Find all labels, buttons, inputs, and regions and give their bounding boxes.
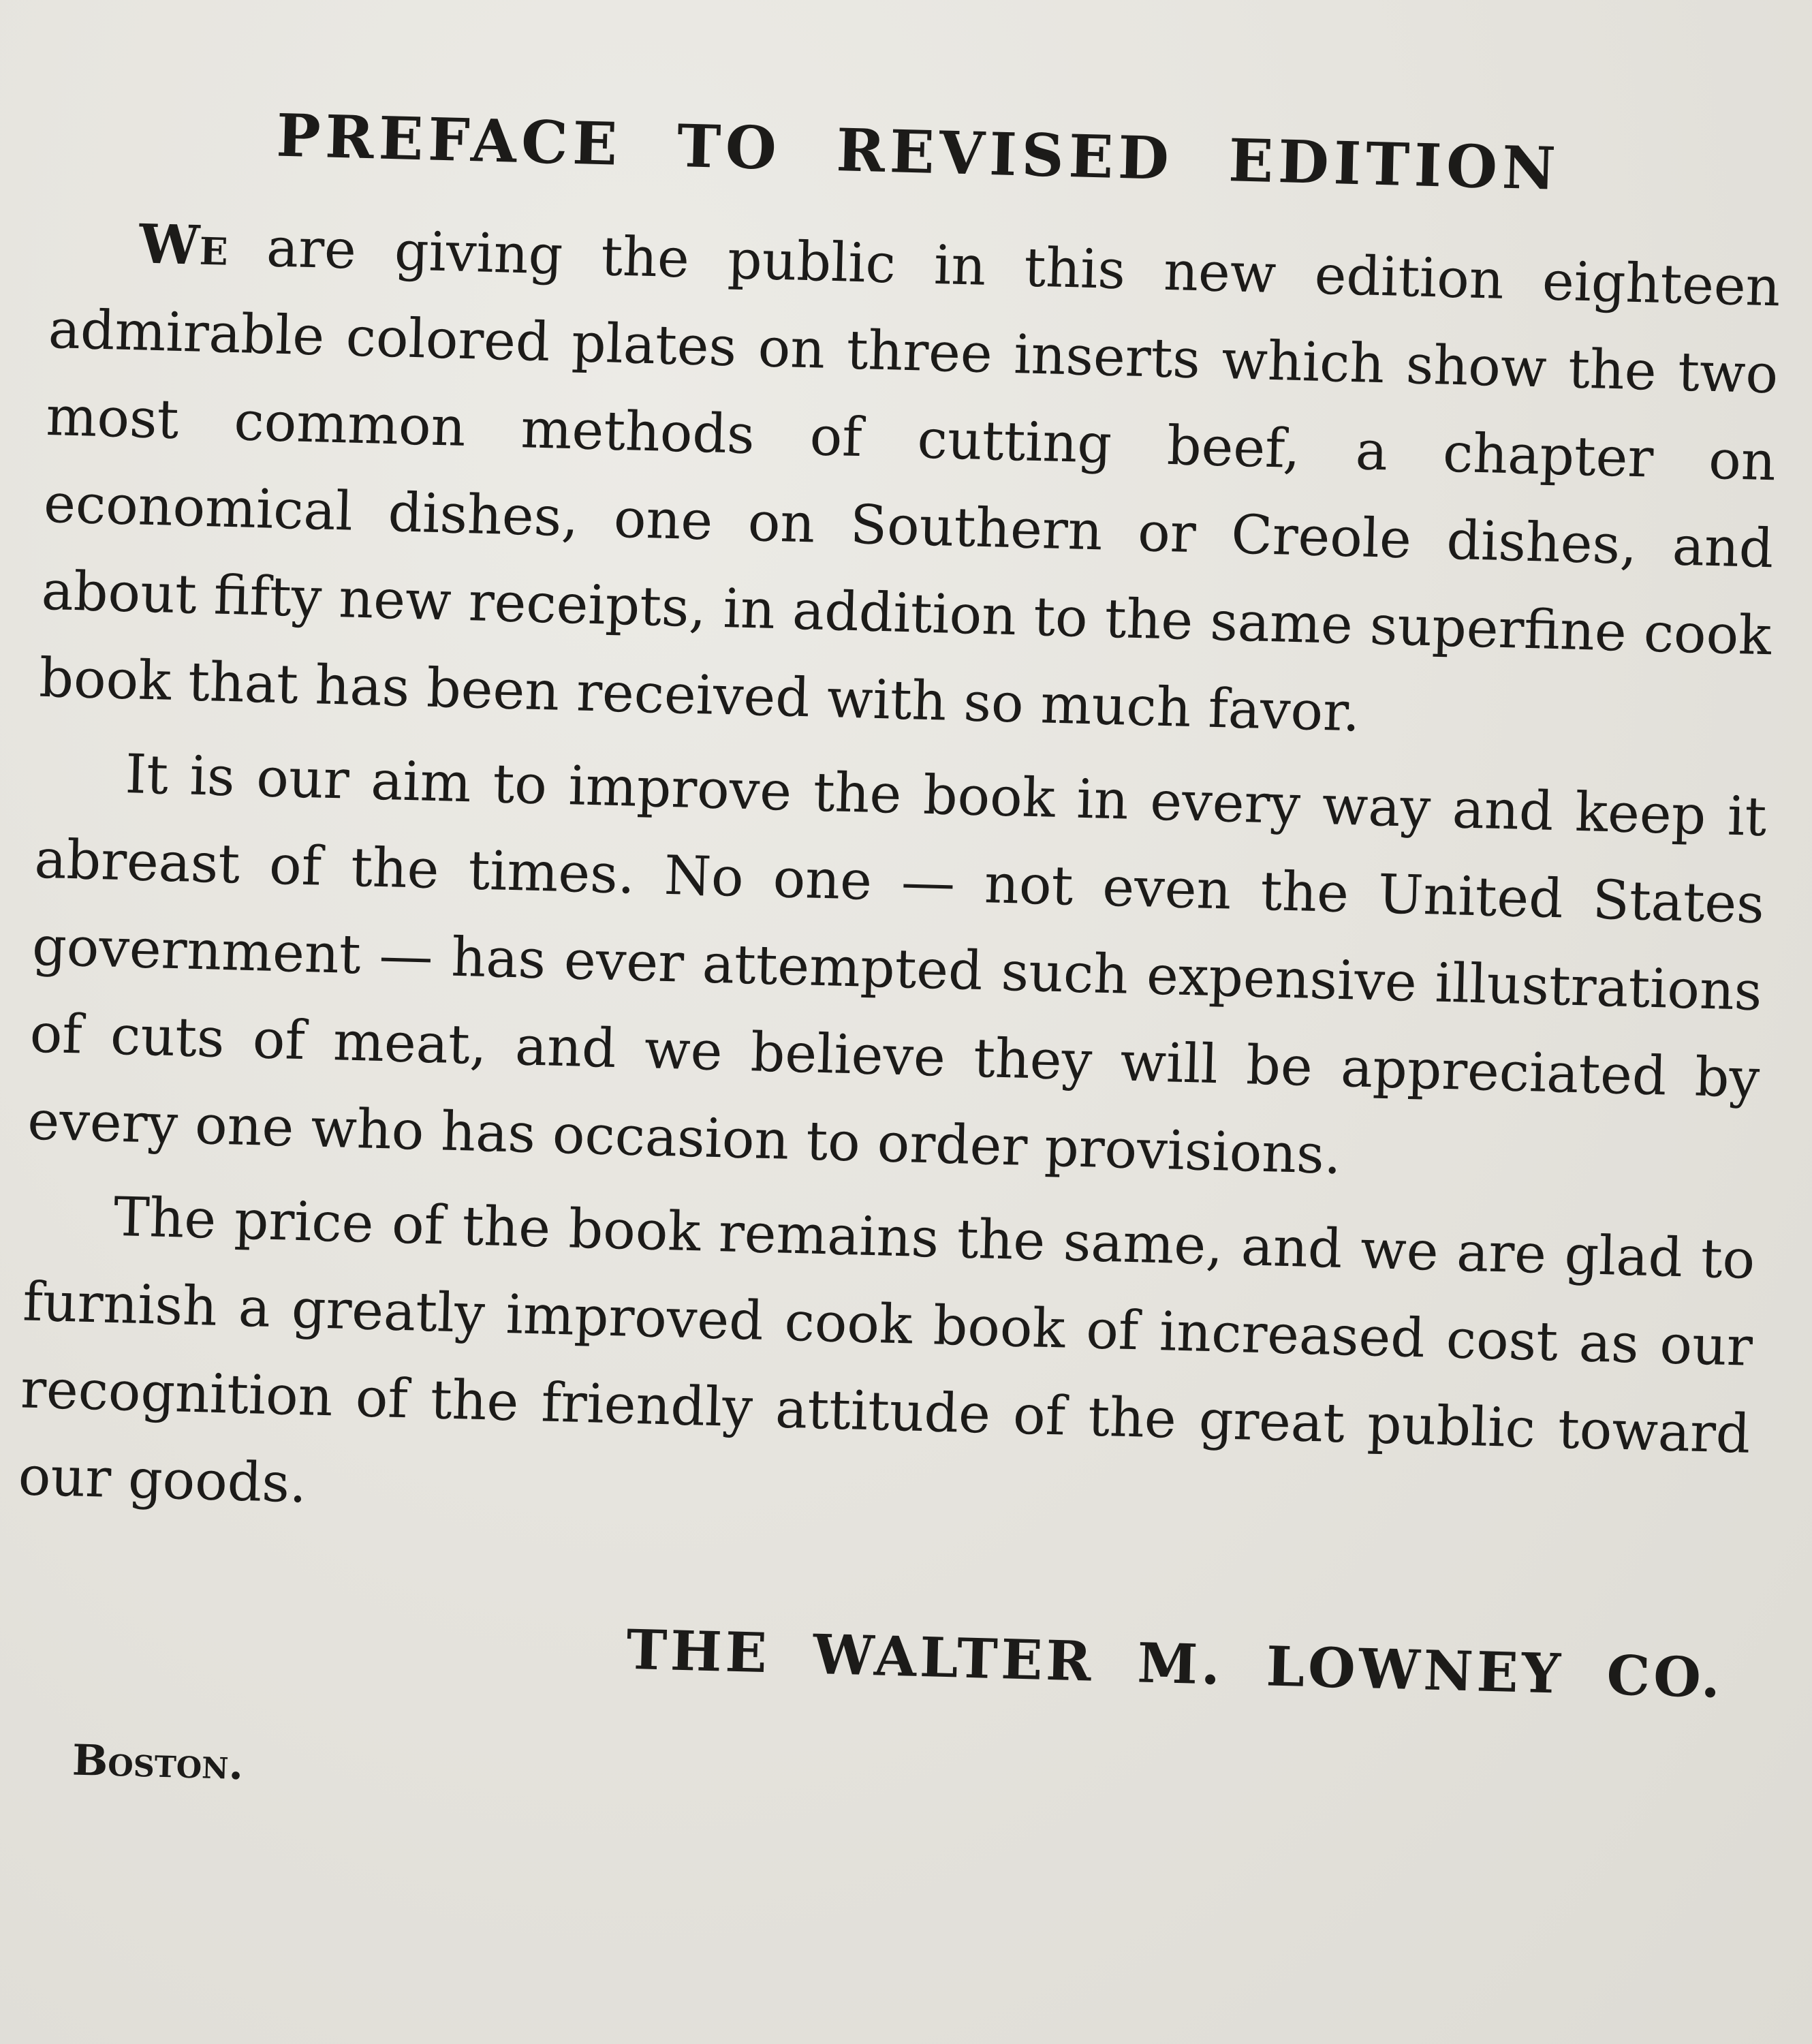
paragraph-text: are giving the public in this new edition eighteen admirable colored plates on three inserts which show the two most common methods of cutting beef, a chapter on economical dishes, one on Southern or Creole dishes, and about fifty new receipts, in addition to the same superfine cook book that has been received with so much favor.: [38, 215, 1781, 744]
preface-paragraph-2: It is our aim to improve the book in every way and keep it abreast of the times. No one — not even the United States government — has ever attempted such expensive illustrations of cuts of meat, and we believe they will be appreciated by every one who has occasion to order provisions.: [27, 743, 1768, 1186]
preface-paragraph-3: The price of the book remains the same, and we are glad to furnish a greatly improved cook book of increased cost as our recognition of the friendly attitude of the great public toward our goods.: [17, 1185, 1756, 1515]
page-title: PREFACE TO REVISED EDITION: [275, 101, 1561, 204]
paragraph-lead-word: We: [138, 212, 230, 278]
company-signature: THE WALTER M. LOWNEY CO.: [625, 1617, 1725, 1710]
printed-text-block: [10, 95, 1784, 1829]
place-name: Boston.: [72, 1735, 245, 1790]
preface-paragraph-1: [38, 198, 1781, 766]
